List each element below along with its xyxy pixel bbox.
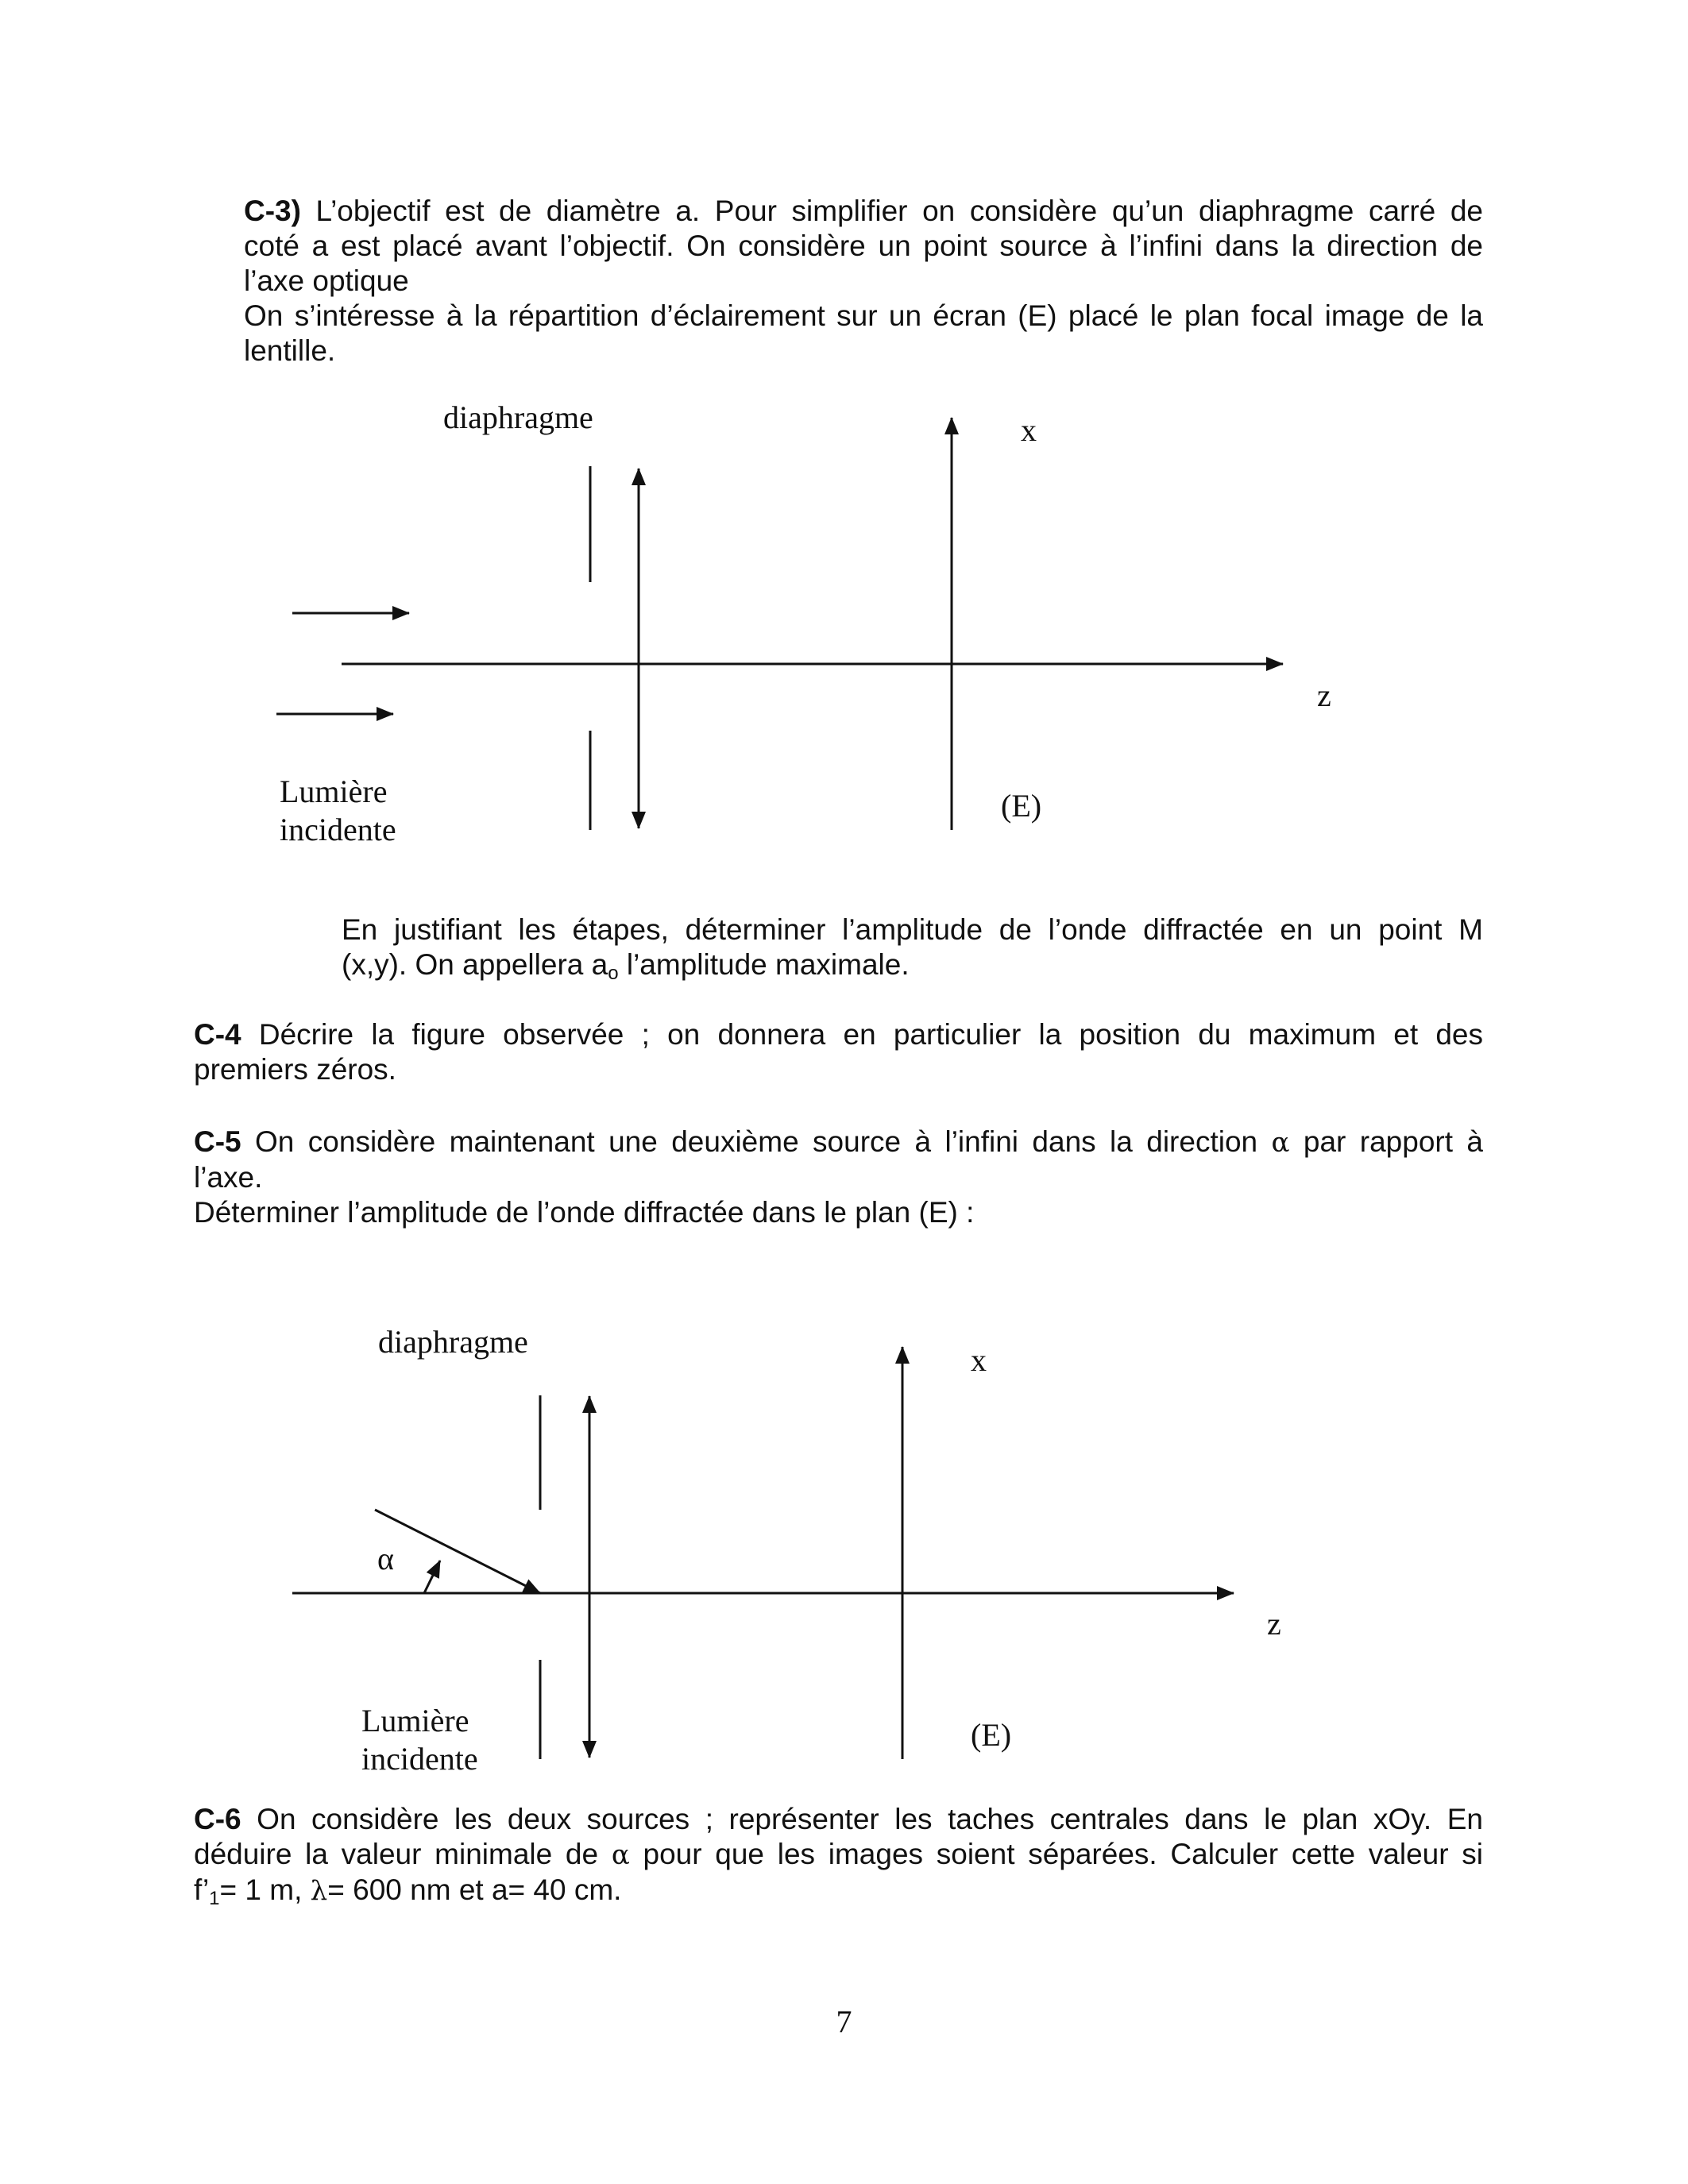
- subscript-o: o: [608, 963, 619, 984]
- angle-alpha-label: α: [377, 1541, 394, 1576]
- alpha-symbol: α: [1271, 1127, 1290, 1159]
- c6-line-2: déduire la valeur minimale de α pour que les images soient séparées. Calculer cette valeur si: [194, 1838, 1484, 1871]
- x-axis-label: x: [1021, 412, 1037, 448]
- c5-line-3: Déterminer l’amplitude de l’onde diffractée dans le plan (E) :: [194, 1196, 975, 1229]
- light-label-line-2: incidente: [280, 812, 396, 847]
- c6-line-1: C-6 On considère les deux sources ; représenter les taches centrales dans le plan xOy. En: [194, 1803, 1483, 1835]
- c5-paragraph: [194, 1125, 1483, 1230]
- alpha-symbol: α: [611, 1839, 630, 1871]
- x-axis-label: x: [971, 1342, 987, 1378]
- c3-question-line-1: En justifiant les étapes, déterminer l’amplitude de l’onde diffractée en un point M: [342, 913, 1483, 946]
- c3-line-4: On s’intéresse à la répartition d’éclairement sur un écran (E) placé le plan focal image de la: [244, 299, 1483, 332]
- lambda-symbol: λ: [310, 1875, 328, 1907]
- c3-question-line-2: (x,y). On appellera $a_o$ l’amplitude maximale.: [342, 948, 910, 984]
- z-axis-label: z: [1317, 677, 1331, 713]
- c5-line-1: C-5 On considère maintenant une deuxième source à l’infini dans la direction α par rapport à: [194, 1125, 1483, 1159]
- c4-line-1: C-4 Décrire la figure observée ; on donnera en particulier la position du maximum et des: [194, 1018, 1483, 1051]
- figure-2: [292, 1324, 1281, 1777]
- c4-paragraph: [194, 1017, 1483, 1087]
- c6-label: C-6: [194, 1803, 241, 1835]
- light-label-line-1: Lumière: [280, 774, 388, 809]
- c3-line-3: l’axe optique: [244, 264, 409, 297]
- oblique-incident-ray: [375, 1510, 540, 1593]
- c3-label: C-3): [244, 195, 301, 227]
- c3-question: [342, 913, 1483, 982]
- c3-line-5: lentille.: [244, 334, 336, 367]
- light-label-line-1: Lumière: [361, 1703, 469, 1738]
- diaphragm-label: diaphragme: [378, 1324, 528, 1360]
- c5-line-2: l’axe.: [194, 1161, 263, 1194]
- page-number: 7: [836, 2004, 852, 2039]
- c4-label: C-4: [194, 1018, 241, 1051]
- c5-label: C-5: [194, 1125, 241, 1158]
- diaphragm-label: diaphragme: [443, 399, 593, 435]
- figure-1: [276, 399, 1331, 847]
- c3-line-1: C-3) L’objectif est de diamètre a. Pour simplifier on considère qu’un diaphragme carré de: [244, 195, 1483, 227]
- c6-line-3: $f’_1= 1$ m, λ= 600 nm et a= 40 cm.: [194, 1873, 622, 1909]
- c4-line-2: premiers zéros.: [194, 1053, 396, 1086]
- angle-arc-arrow: [424, 1561, 440, 1593]
- z-axis-label: z: [1267, 1606, 1281, 1642]
- screen-label: (E): [1001, 788, 1042, 824]
- screen-label: (E): [971, 1717, 1012, 1753]
- subscript-1: 1: [209, 1888, 220, 1909]
- c3-line-2: coté a est placé avant l’objectif. On considère un point source à l’infini dans la direction de: [244, 230, 1483, 262]
- c6-paragraph: [194, 1802, 1483, 1908]
- light-label-line-2: incidente: [361, 1741, 478, 1777]
